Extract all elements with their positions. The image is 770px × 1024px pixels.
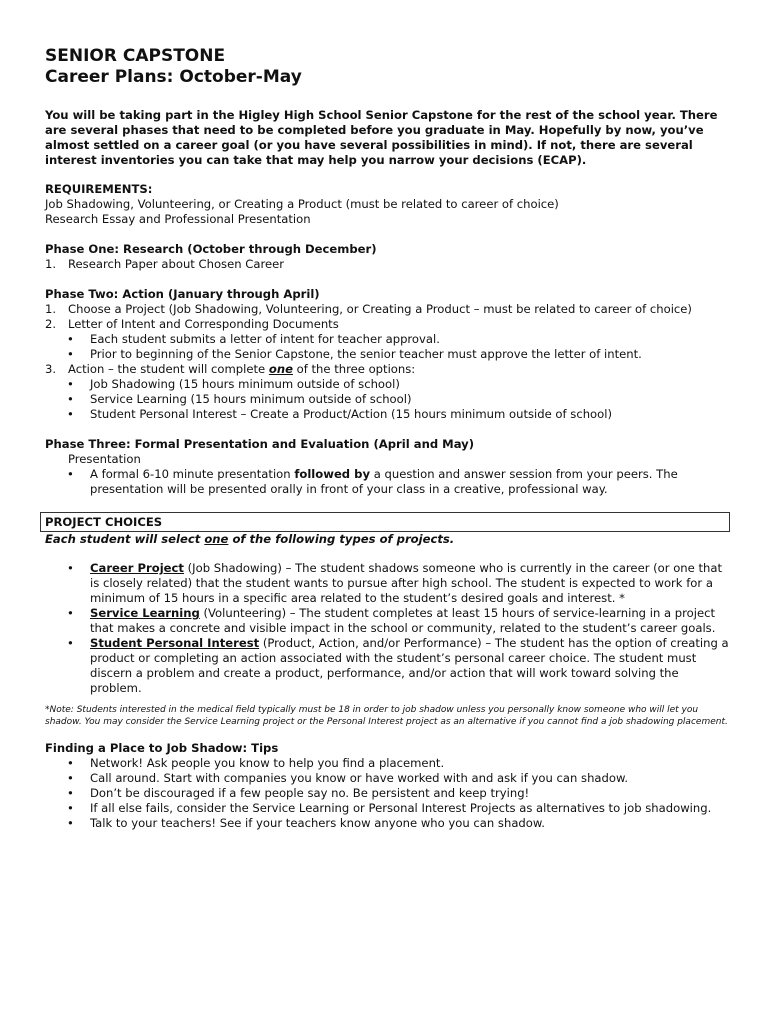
bullet-icon: • bbox=[67, 756, 74, 770]
item-number: 1. bbox=[45, 257, 57, 271]
bullet-icon: • bbox=[67, 636, 74, 650]
presentation-bullets bbox=[45, 467, 730, 497]
item-number: 3. bbox=[45, 362, 57, 376]
select-instruction: Each student will select one of the following types of projects. bbox=[45, 532, 455, 546]
project-name: Career Project bbox=[90, 561, 184, 575]
bullet-item: • Service Learning (15 hours minimum outside of school) bbox=[67, 392, 412, 406]
page-subtitle: Career Plans: October-May bbox=[45, 67, 302, 87]
tips-list bbox=[45, 756, 730, 831]
phase-two-heading: Phase Two: Action (January through April) bbox=[45, 287, 320, 301]
bullet-icon: • bbox=[67, 771, 74, 785]
list-item bbox=[45, 257, 730, 272]
project-name: Service Learning bbox=[90, 606, 200, 620]
action-option-bullets bbox=[45, 377, 730, 422]
phase-two-list-cont bbox=[45, 362, 730, 377]
list-item bbox=[45, 302, 730, 317]
bullet-icon: • bbox=[67, 407, 74, 421]
project-name: Student Personal Interest bbox=[90, 636, 260, 650]
bullet-icon: • bbox=[67, 347, 74, 361]
page-title: SENIOR CAPSTONE bbox=[45, 46, 226, 66]
intro-paragraph: You will be taking part in the Higley High School Senior Capstone for the rest of the school year. There are several phases that need to be completed before you graduate in May. Hopefully by now, you’ve almost settled on a career goal (or you have several possibilities in mind). If not, there are several interest inventories you can take that may help you narrow your decisions (ECAP). bbox=[45, 108, 718, 167]
item-text: Choose a Project (Job Shadowing, Volunteering, or Creating a Product – must be related to career of choice) bbox=[68, 302, 692, 316]
phase-one-list bbox=[45, 257, 730, 272]
bullet-item: • If all else fails, consider the Service Learning or Personal Interest Projects as alternatives to job shadowing. bbox=[67, 801, 712, 815]
phase-two-list bbox=[45, 302, 730, 332]
bullet-item: • Student Personal Interest – Create a Product/Action (15 hours minimum outside of school) bbox=[67, 407, 612, 421]
bullet-item: • Don’t be discouraged if a few people say no. Be persistent and keep trying! bbox=[67, 786, 530, 800]
bullet-item: • Job Shadowing (15 hours minimum outside of school) bbox=[67, 377, 400, 391]
bullet-item: • Prior to beginning of the Senior Capstone, the senior teacher must approve the letter of intent. bbox=[67, 347, 642, 361]
requirements-heading: REQUIREMENTS: bbox=[45, 182, 153, 196]
bullet-icon: • bbox=[67, 467, 74, 481]
item-text: Letter of Intent and Corresponding Documents bbox=[68, 317, 339, 331]
item-text: Action – the student will complete one of the three options: bbox=[68, 362, 416, 376]
medical-note: *Note: Students interested in the medical field typically must be 18 in order to job shadow unless you personally know someone who will let you shadow. You may consider the Service Learning project or the Personal Interest project as an alternative if you cannot find a job shadowing placement. bbox=[45, 705, 728, 727]
bullet-item: • Network! Ask people you know to help you find a placement. bbox=[67, 756, 445, 770]
bullet-icon: • bbox=[67, 606, 74, 620]
project-choice-item: • Service Learning (Volunteering) – The student completes at least 15 hours of service-learning in a project that makes a concrete and visible impact in the school or community, related to the student’s career goals. bbox=[67, 606, 716, 635]
bullet-icon: • bbox=[67, 377, 74, 391]
list-item bbox=[45, 362, 730, 377]
project-choices-heading: PROJECT CHOICES bbox=[40, 512, 730, 532]
bullet-icon: • bbox=[67, 786, 74, 800]
list-item bbox=[45, 317, 730, 332]
requirement-line: Research Essay and Professional Presentation bbox=[45, 212, 311, 226]
phase-three-heading: Phase Three: Formal Presentation and Evaluation (April and May) bbox=[45, 437, 475, 451]
emphasis-one: one bbox=[268, 362, 293, 376]
item-number: 1. bbox=[45, 302, 57, 316]
item-number: 2. bbox=[45, 317, 57, 331]
phase-three-sub: Presentation bbox=[68, 452, 141, 466]
project-choice-item: • Career Project (Job Shadowing) – The student shadows someone who is currently in the career (or one that is closely related) that the student wants to pursue after high school. The student is expected to work for a minimum of 15 hours in a specific area related to the student’s desired goals and interest. * bbox=[67, 561, 723, 605]
bullet-icon: • bbox=[67, 816, 74, 830]
bullet-icon: • bbox=[67, 801, 74, 815]
project-choice-list bbox=[45, 561, 730, 696]
bullet-item: • A formal 6-10 minute presentation followed by a question and answer session from your peers. The presentation will be presented orally in front of your class in a creative, professional way. bbox=[67, 467, 678, 496]
tips-heading: Finding a Place to Job Shadow: Tips bbox=[45, 741, 279, 755]
bullet-item: • Talk to your teachers! See if your teachers know anyone who you can shadow. bbox=[67, 816, 545, 830]
bullet-icon: • bbox=[67, 392, 74, 406]
bullet-item: • Each student submits a letter of intent for teacher approval. bbox=[67, 332, 440, 346]
phase-one-heading: Phase One: Research (October through December) bbox=[45, 242, 377, 256]
bullet-item: • Call around. Start with companies you know or have worked with and ask if you can shadow. bbox=[67, 771, 629, 785]
item-text: Research Paper about Chosen Career bbox=[68, 257, 285, 271]
letter-of-intent-bullets bbox=[45, 332, 730, 362]
bullet-icon: • bbox=[67, 332, 74, 346]
project-choice-item: • Student Personal Interest (Product, Action, and/or Performance) – The student has the option of creating a product or completing an action associated with the student’s personal career choice. The student must discern a problem and create a product, performance, and/or action that will work toward solving the problem. bbox=[67, 636, 729, 695]
bullet-icon: • bbox=[67, 561, 74, 575]
requirement-line: Job Shadowing, Volunteering, or Creating a Product (must be related to career of choice) bbox=[45, 197, 559, 211]
